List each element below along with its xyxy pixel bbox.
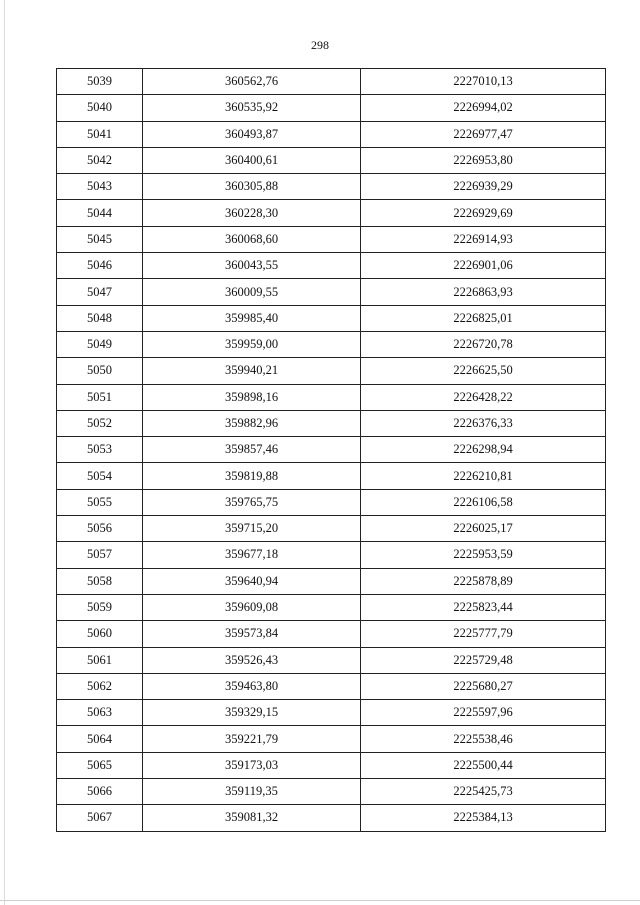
x-coordinate-cell: 359640,94: [143, 568, 361, 594]
y-coordinate-cell: 2225729,48: [361, 647, 606, 673]
y-coordinate-cell: 2226953,80: [361, 147, 606, 173]
coordinates-table: [56, 68, 606, 832]
x-coordinate-cell: 359819,88: [143, 463, 361, 489]
x-coordinate-cell: 359940,21: [143, 358, 361, 384]
x-coordinate-cell: 360009,55: [143, 279, 361, 305]
y-coordinate-cell: 2226863,93: [361, 279, 606, 305]
x-coordinate-cell: 359573,84: [143, 621, 361, 647]
x-coordinate-cell: 359985,40: [143, 305, 361, 331]
table-row: [57, 384, 606, 410]
table-row: [57, 516, 606, 542]
table-row: [57, 489, 606, 515]
x-coordinate-cell: 360305,88: [143, 174, 361, 200]
point-number-cell: 5054: [57, 463, 143, 489]
point-number-cell: 5063: [57, 700, 143, 726]
table-row: [57, 410, 606, 436]
y-coordinate-cell: 2225597,96: [361, 700, 606, 726]
point-number-cell: 5040: [57, 95, 143, 121]
y-coordinate-cell: 2225384,13: [361, 805, 606, 831]
y-coordinate-cell: 2225680,27: [361, 673, 606, 699]
y-coordinate-cell: 2226625,50: [361, 358, 606, 384]
point-number-cell: 5053: [57, 437, 143, 463]
point-number-cell: 5059: [57, 594, 143, 620]
point-number-cell: 5052: [57, 410, 143, 436]
table-row: [57, 226, 606, 252]
table-body: [57, 69, 606, 832]
table-row: [57, 174, 606, 200]
table-row: [57, 69, 606, 95]
point-number-cell: 5042: [57, 147, 143, 173]
point-number-cell: 5048: [57, 305, 143, 331]
x-coordinate-cell: 360562,76: [143, 69, 361, 95]
y-coordinate-cell: 2226210,81: [361, 463, 606, 489]
x-coordinate-cell: 360228,30: [143, 200, 361, 226]
table-row: [57, 700, 606, 726]
x-coordinate-cell: 359882,96: [143, 410, 361, 436]
y-coordinate-cell: 2227010,13: [361, 69, 606, 95]
point-number-cell: 5064: [57, 726, 143, 752]
point-number-cell: 5041: [57, 121, 143, 147]
point-number-cell: 5039: [57, 69, 143, 95]
table-row: [57, 305, 606, 331]
y-coordinate-cell: 2225777,79: [361, 621, 606, 647]
x-coordinate-cell: 359677,18: [143, 542, 361, 568]
y-coordinate-cell: 2226106,58: [361, 489, 606, 515]
table-row: [57, 358, 606, 384]
x-coordinate-cell: 359081,32: [143, 805, 361, 831]
table-row: [57, 779, 606, 805]
page-number: 298: [311, 38, 329, 52]
point-number-cell: 5057: [57, 542, 143, 568]
point-number-cell: 5058: [57, 568, 143, 594]
y-coordinate-cell: 2226994,02: [361, 95, 606, 121]
point-number-cell: 5044: [57, 200, 143, 226]
x-coordinate-cell: 360068,60: [143, 226, 361, 252]
x-coordinate-cell: 360493,87: [143, 121, 361, 147]
table-row: [57, 147, 606, 173]
y-coordinate-cell: 2226939,29: [361, 174, 606, 200]
table-row: [57, 542, 606, 568]
x-coordinate-cell: 359221,79: [143, 726, 361, 752]
point-number-cell: 5066: [57, 779, 143, 805]
y-coordinate-cell: 2226914,93: [361, 226, 606, 252]
table-row: [57, 121, 606, 147]
page-bottom-rule: [0, 900, 640, 901]
x-coordinate-cell: 359765,75: [143, 489, 361, 515]
table-row: [57, 726, 606, 752]
y-coordinate-cell: 2226901,06: [361, 253, 606, 279]
y-coordinate-cell: 2226977,47: [361, 121, 606, 147]
table-row: [57, 621, 606, 647]
scan-edge-line: [4, 0, 5, 905]
table-row: [57, 200, 606, 226]
x-coordinate-cell: 359173,03: [143, 752, 361, 778]
point-number-cell: 5055: [57, 489, 143, 515]
y-coordinate-cell: 2225500,44: [361, 752, 606, 778]
y-coordinate-cell: 2225823,44: [361, 594, 606, 620]
table-row: [57, 253, 606, 279]
table-row: [57, 331, 606, 357]
y-coordinate-cell: 2226428,22: [361, 384, 606, 410]
x-coordinate-cell: 360400,61: [143, 147, 361, 173]
x-coordinate-cell: 359857,46: [143, 437, 361, 463]
point-number-cell: 5056: [57, 516, 143, 542]
table-row: [57, 463, 606, 489]
y-coordinate-cell: 2225538,46: [361, 726, 606, 752]
y-coordinate-cell: 2226720,78: [361, 331, 606, 357]
point-number-cell: 5046: [57, 253, 143, 279]
point-number-cell: 5060: [57, 621, 143, 647]
point-number-cell: 5065: [57, 752, 143, 778]
point-number-cell: 5051: [57, 384, 143, 410]
table-row: [57, 279, 606, 305]
y-coordinate-cell: 2226825,01: [361, 305, 606, 331]
point-number-cell: 5047: [57, 279, 143, 305]
y-coordinate-cell: 2226376,33: [361, 410, 606, 436]
table-row: [57, 673, 606, 699]
y-coordinate-cell: 2225878,89: [361, 568, 606, 594]
x-coordinate-cell: 359463,80: [143, 673, 361, 699]
table-row: [57, 95, 606, 121]
x-coordinate-cell: 359898,16: [143, 384, 361, 410]
point-number-cell: 5043: [57, 174, 143, 200]
y-coordinate-cell: 2226025,17: [361, 516, 606, 542]
point-number-cell: 5061: [57, 647, 143, 673]
point-number-cell: 5062: [57, 673, 143, 699]
x-coordinate-cell: 360043,55: [143, 253, 361, 279]
point-number-cell: 5050: [57, 358, 143, 384]
table-row: [57, 647, 606, 673]
table-row: [57, 805, 606, 831]
y-coordinate-cell: 2225953,59: [361, 542, 606, 568]
x-coordinate-cell: 359715,20: [143, 516, 361, 542]
y-coordinate-cell: 2226298,94: [361, 437, 606, 463]
x-coordinate-cell: 359526,43: [143, 647, 361, 673]
table-row: [57, 594, 606, 620]
table-row: [57, 568, 606, 594]
point-number-cell: 5067: [57, 805, 143, 831]
y-coordinate-cell: 2226929,69: [361, 200, 606, 226]
point-number-cell: 5049: [57, 331, 143, 357]
x-coordinate-cell: 359609,08: [143, 594, 361, 620]
table-row: [57, 752, 606, 778]
x-coordinate-cell: 359959,00: [143, 331, 361, 357]
x-coordinate-cell: 360535,92: [143, 95, 361, 121]
x-coordinate-cell: 359329,15: [143, 700, 361, 726]
table-row: [57, 437, 606, 463]
point-number-cell: 5045: [57, 226, 143, 252]
x-coordinate-cell: 359119,35: [143, 779, 361, 805]
y-coordinate-cell: 2225425,73: [361, 779, 606, 805]
